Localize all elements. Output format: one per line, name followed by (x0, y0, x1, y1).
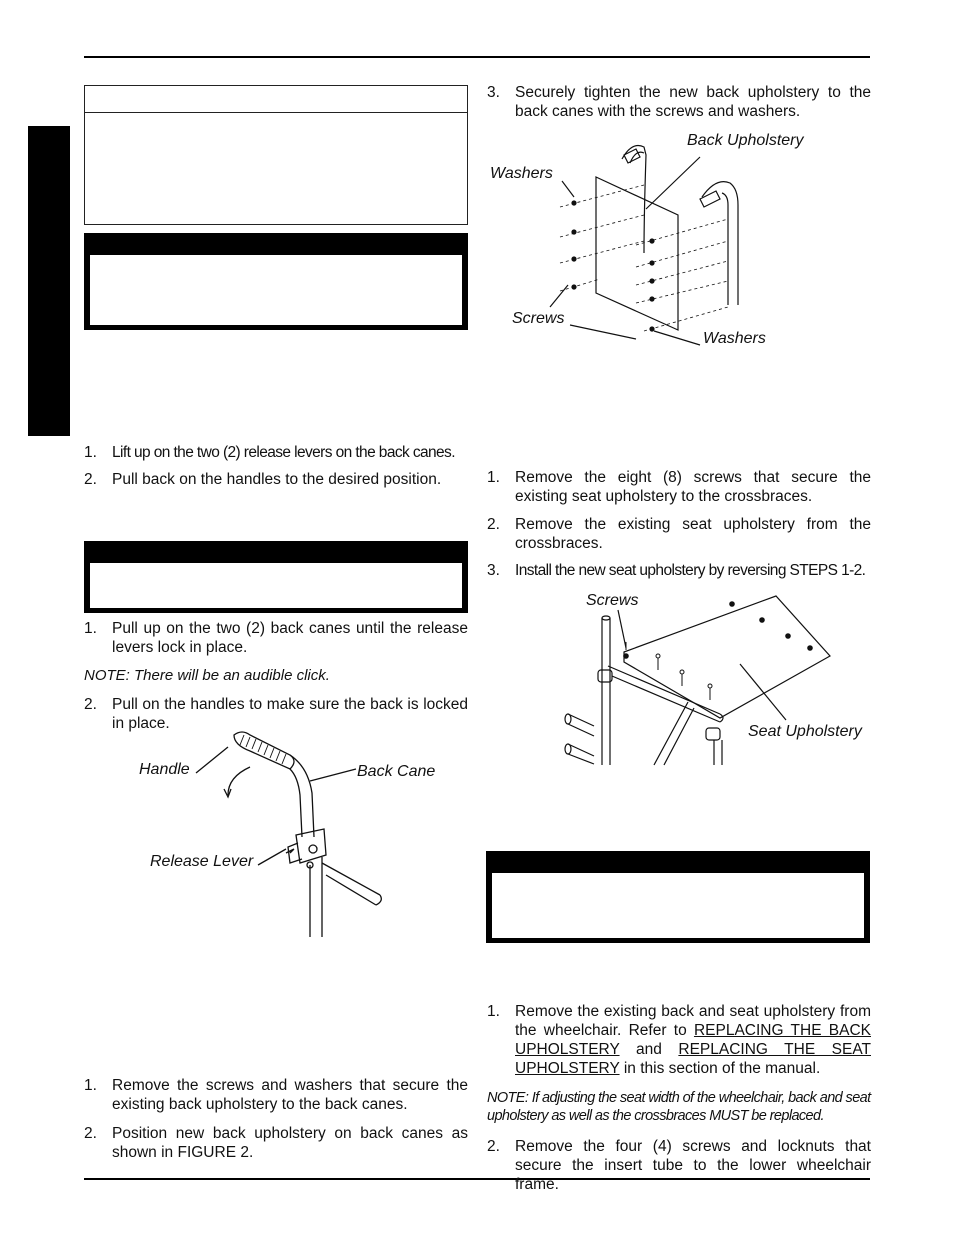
seat-upholstery-label: Seat Upholstery (748, 723, 862, 740)
step-number: 1. (487, 469, 500, 486)
screws-label: Screws (512, 310, 565, 327)
release-lever-label: Release Lever (150, 853, 254, 870)
step-text: Pull up on the two (2) back canes until the release levers lock in place. (112, 620, 468, 656)
step-number: 2. (84, 1125, 97, 1142)
back-upholstery-figure (540, 135, 780, 350)
step-text-mid: and (619, 1041, 679, 1058)
section-tab (28, 126, 70, 436)
step-text: Pull on the handles to make sure the back is locked in place. (112, 696, 468, 732)
step-number: 1. (84, 444, 97, 461)
step-number: 1. (84, 620, 97, 637)
step-text: Remove the eight (8) screws that secure the existing seat upholstery to the crossbraces. (515, 469, 871, 505)
handle-label: Handle (139, 761, 190, 778)
screws-seat-label: Screws (586, 592, 639, 609)
step-text: Lift up on the two (2) release levers on the back canes. (112, 444, 455, 461)
link-replacing-back-upholstery[interactable]: REPLACING THE BACK UPHOLSTERY (515, 1022, 871, 1058)
step-text: Pull back on the handles to the desired position. (112, 471, 442, 488)
step-text: Install the new seat upholstery by reversing STEPS 1-2. (515, 562, 866, 579)
step-number: 2. (487, 1138, 500, 1155)
warning-box-2 (84, 541, 468, 613)
step-number: 2. (487, 516, 500, 533)
back-cane-figure (130, 725, 450, 945)
step-number: 1. (84, 1077, 97, 1094)
seat-upholstery-figure (560, 590, 840, 768)
step-number: 1. (487, 1003, 500, 1020)
step-number: 3. (487, 562, 500, 579)
link-replacing-seat-upholstery[interactable]: REPLACING THE SEAT UPHOLSTERY (515, 1041, 871, 1077)
warning-box-3 (486, 851, 870, 943)
back-cane-label: Back Cane (357, 763, 436, 780)
step-text: Securely tighten the new back upholstery to the back canes with the screws and washers. (515, 84, 871, 120)
warning-box-1 (84, 233, 468, 330)
step-text: Remove the four (4) screws and locknuts that secure the insert tube to the lower wheelchair frame. (515, 1138, 871, 1193)
step-number: 2. (84, 471, 97, 488)
washers-bottom-label: Washers (703, 330, 766, 347)
caution-box (84, 85, 468, 225)
step-number: 2. (84, 696, 97, 713)
top-rule (84, 56, 870, 58)
step-text: Remove the screws and washers that secure the existing back upholstery to the back canes. (112, 1077, 468, 1113)
seat-width-note: NOTE: If adjusting the seat width of the wheelchair, back and seat upholstery as well as the crossbraces MUST be replaced. (487, 1090, 871, 1124)
back-upholstery-label: Back Upholstery (687, 132, 804, 149)
step-text-pre: Remove the existing back and seat upholstery from the wheelchair. Refer to (515, 1003, 871, 1039)
washers-top-label: Washers (490, 165, 553, 182)
step-text-post: in this section of the manual. (619, 1060, 821, 1077)
step-text: Position new back upholstery on back canes as shown in FIGURE 2. (112, 1125, 468, 1161)
step-text (515, 1002, 871, 1078)
step-number: 3. (487, 84, 500, 101)
audible-click-note: NOTE: There will be an audible click. (84, 667, 330, 684)
step-text: Remove the existing seat upholstery from the crossbraces. (515, 516, 871, 552)
